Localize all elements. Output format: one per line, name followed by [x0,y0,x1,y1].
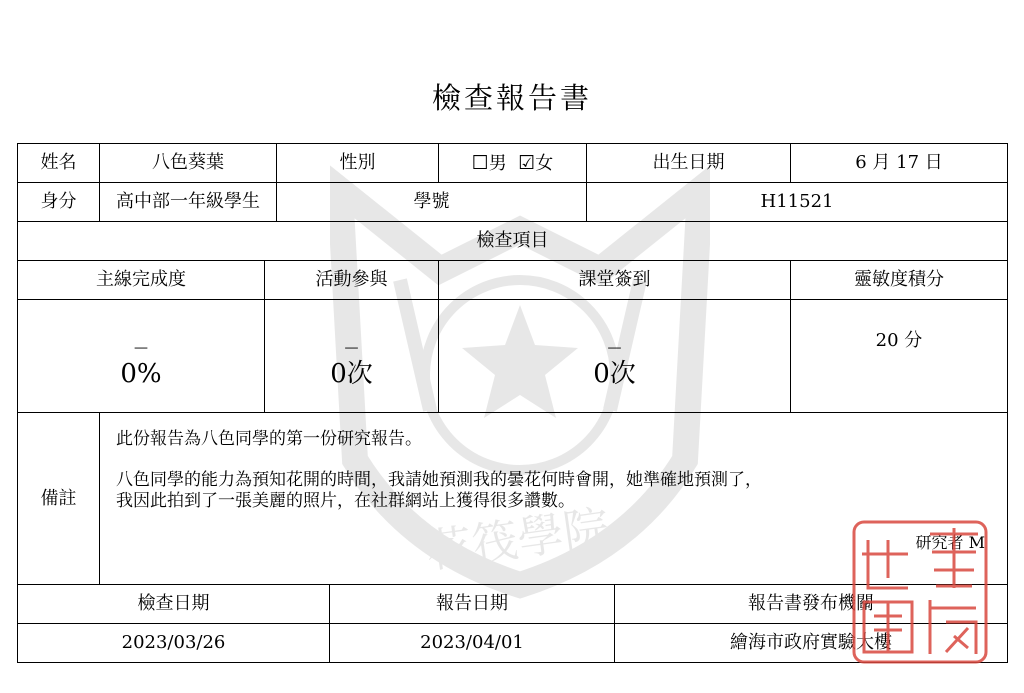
gender-male-label: 男 [488,152,507,174]
remark-line-3: 我因此拍到了一張美麗的照片，在社群網站上獲得很多讚數。 [116,490,575,511]
check-date-value: 2023/03/26 [18,624,330,663]
name-value: 八色葵葉 [100,144,277,183]
gender-label: 性別 [277,144,439,183]
col-sensitivity: 靈敏度積分 [791,261,1008,300]
identity-label: 身分 [18,183,100,222]
remarks-label: 備註 [18,413,100,585]
issuer-value: 繪海市政府實驗大樓 [615,624,1008,663]
birth-label: 出生日期 [587,144,791,183]
dash-mark: — [344,340,359,357]
student-id-value: H11521 [587,183,1008,222]
value-activity [265,300,439,413]
gender-options [439,144,587,183]
identity-value: 高中部一年級學生 [100,183,277,222]
col-attendance: 課堂簽到 [439,261,791,300]
value-main-progress [18,300,265,413]
value-sensitivity [791,300,1008,413]
items-header: 檢查項目 [18,222,1008,261]
remark-line-1: 此份報告為八色同學的第一份研究報告。 [116,429,422,449]
name-label: 姓名 [18,144,100,183]
row-item-columns [18,261,1008,300]
row-item-values [18,300,1008,413]
document-title: 檢查報告書 [431,81,592,115]
sensitivity-value: 20 分 [875,330,923,351]
col-activity: 活動參與 [265,261,439,300]
activity-value: 0次 [330,359,373,390]
row-items-header [18,222,1008,261]
birth-value: 6 月 17 日 [791,144,1008,183]
attendance-value: 0次 [593,359,636,390]
report-date-label: 報告日期 [330,585,615,624]
watermark-text: 花筏學院 [422,499,613,579]
main-progress-value: 0% [120,359,162,390]
dash-mark: — [607,340,622,357]
dash-mark: — [134,340,148,357]
checkbox-male: ☐ [471,151,489,174]
col-main-progress: 主線完成度 [18,261,265,300]
report-date-value: 2023/04/01 [330,624,615,663]
gender-female-label: 女 [535,152,554,174]
row-basic-info [18,144,1008,183]
issuer-label: 報告書發布機關 [615,585,1008,624]
checkbox-female: ☑ [518,151,536,174]
value-attendance [439,300,791,413]
remark-line-2: 八色同學的能力為預知花開的時間，我請她預測我的曇花何時會開，她準確地預測了， [116,470,762,491]
student-id-label: 學號 [277,183,587,222]
researcher-signature: 研究者 M [915,533,985,553]
check-date-label: 檢查日期 [18,585,330,624]
row-identity [18,183,1008,222]
red-seal-stamp [850,518,990,666]
